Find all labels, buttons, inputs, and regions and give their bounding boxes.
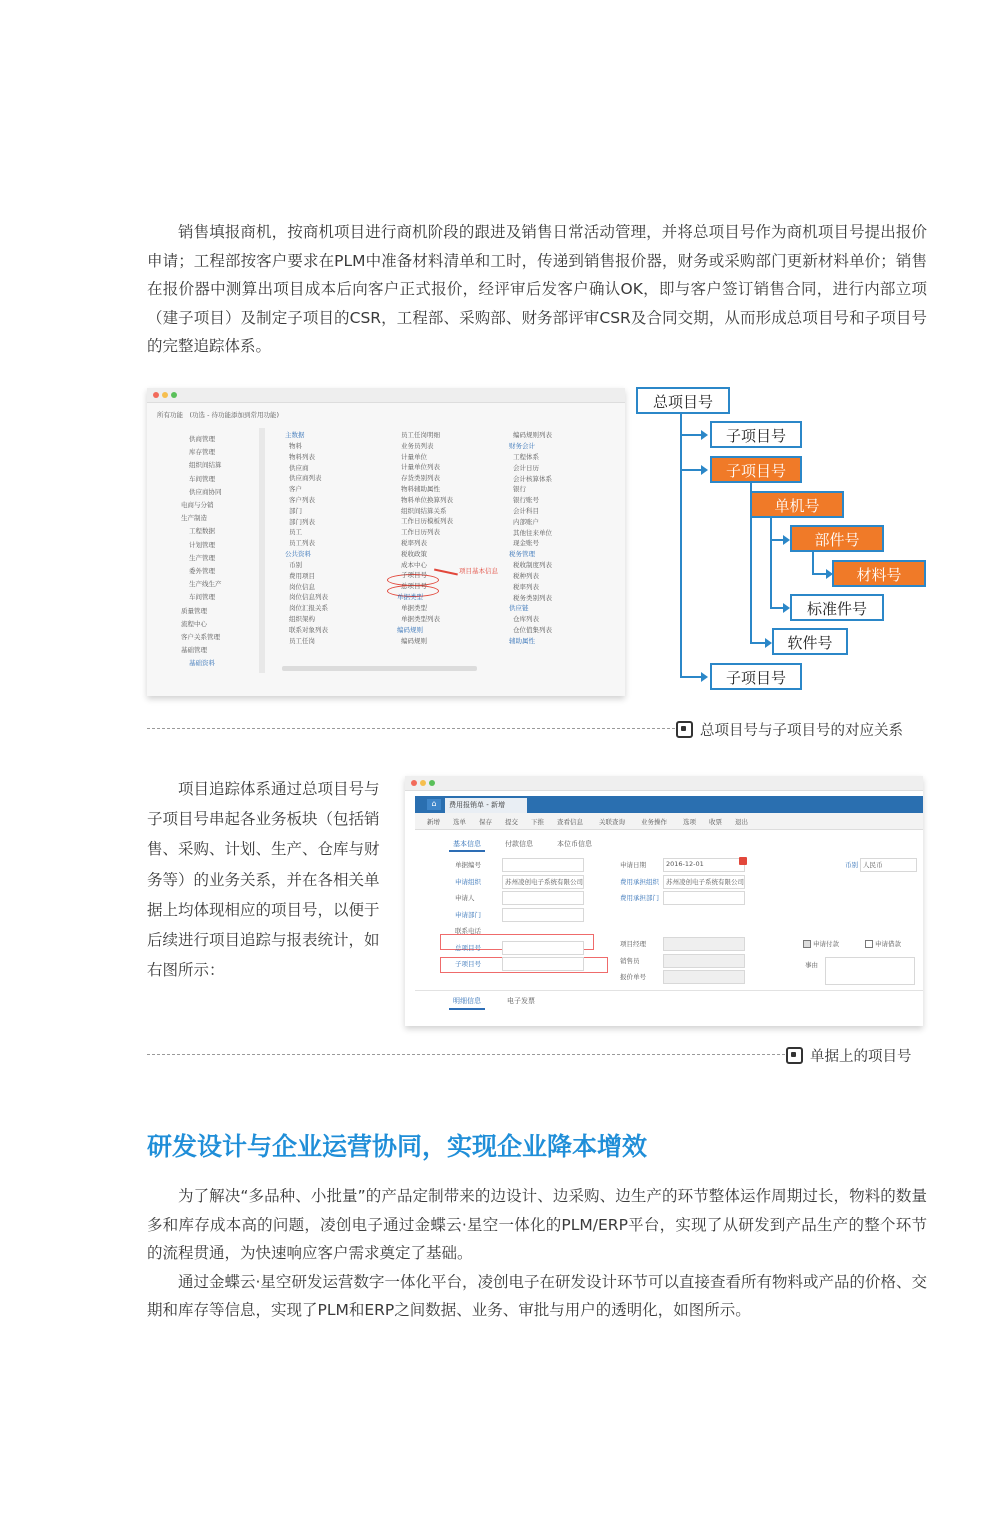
- form-input[interactable]: [502, 858, 584, 872]
- menu-item[interactable]: 仓位值集列表: [513, 626, 552, 635]
- menu-item[interactable]: 编码规则: [401, 636, 427, 645]
- menu-item[interactable]: 内部账户: [513, 517, 539, 526]
- active-tab[interactable]: 费用报销单 - 新增: [445, 798, 527, 813]
- close-dot-icon: [411, 780, 417, 786]
- menu-item[interactable]: 物料辅助属性: [401, 485, 440, 493]
- left-menu-item[interactable]: 电商与分销: [181, 501, 214, 509]
- left-menu-item[interactable]: 库存管理: [189, 448, 215, 457]
- menu-item[interactable]: 税务类别列表: [513, 593, 552, 602]
- menu-item[interactable]: 计量单位: [401, 452, 427, 461]
- menu-item[interactable]: 成本中心: [401, 560, 427, 569]
- field-label: 申请日期: [620, 861, 646, 869]
- menu-item[interactable]: 费用项目: [289, 571, 315, 580]
- field-value: 苏州凌创电子系统有限公司: [505, 878, 583, 886]
- tab-detail[interactable]: 明细信息: [453, 997, 481, 1005]
- menu-item[interactable]: 员工列表: [289, 539, 315, 548]
- tree-line-part: [812, 552, 814, 574]
- tab-bar: [415, 796, 923, 813]
- field-label: 申请部门: [455, 910, 481, 919]
- form-input[interactable]: [502, 891, 584, 905]
- form-subtab[interactable]: 付款信息: [505, 840, 533, 848]
- left-menu-item[interactable]: 基础资料: [189, 659, 215, 668]
- menu-item[interactable]: 岗位信息: [289, 582, 315, 591]
- menu-item[interactable]: 其他往来单位: [513, 528, 552, 537]
- menu-item[interactable]: 工作日历模板列表: [401, 517, 453, 526]
- field-label: 费用承担组织: [620, 877, 659, 886]
- menu-item[interactable]: 现金账号: [513, 539, 539, 548]
- tree-child-1: 子项目号: [710, 421, 802, 448]
- form-input[interactable]: [502, 941, 584, 955]
- caption-divider: [147, 728, 675, 729]
- menu-item[interactable]: 银行账号: [513, 496, 539, 505]
- menu-item[interactable]: 银行: [513, 485, 526, 494]
- field-value: 人民币: [863, 861, 883, 869]
- toolbar: [415, 813, 923, 830]
- arrow-icon: [701, 465, 708, 475]
- tree-branch: [680, 676, 702, 678]
- menu-item[interactable]: 供应商: [289, 463, 309, 472]
- bottom-divider: [415, 990, 923, 991]
- field-label: 销售员: [620, 956, 640, 965]
- left-menu-item[interactable]: 计划管理: [189, 540, 215, 549]
- menu-item[interactable]: 会计核算体系: [513, 474, 552, 483]
- toolbar-button[interactable]: 退出: [735, 818, 748, 826]
- breadcrumb: 所有功能 (功选 - 待功能添加到常用功能): [157, 411, 280, 419]
- menu-item[interactable]: 工程体系: [513, 453, 539, 461]
- menu-item[interactable]: 岗位信息列表: [289, 593, 328, 602]
- close-dot-icon: [153, 392, 159, 398]
- caption-divider: [147, 1054, 785, 1055]
- left-scrollbar[interactable]: [259, 428, 265, 673]
- field-label: 项目经理: [620, 940, 646, 948]
- left-menu-item[interactable]: 质量管理: [181, 606, 207, 615]
- tree-branch: [770, 539, 784, 541]
- tree-child-3: 子项目号: [710, 663, 802, 690]
- caption-icon: [786, 1047, 803, 1064]
- menu-item[interactable]: 物料列表: [289, 452, 315, 461]
- tree-branch: [750, 642, 766, 644]
- field-label: 单据编号: [455, 861, 481, 869]
- home-tab[interactable]: ⌂: [427, 799, 441, 810]
- menu-item[interactable]: 税种列表: [513, 572, 539, 580]
- menu-item[interactable]: 税收制度列表: [513, 561, 552, 570]
- form-subtab[interactable]: 本位币信息: [557, 840, 592, 848]
- menu-item[interactable]: 税率列表: [401, 539, 427, 547]
- menu-item[interactable]: 工作日历列表: [401, 528, 440, 537]
- checkbox-label: 申请借款: [875, 940, 901, 948]
- form-input[interactable]: [663, 891, 745, 905]
- menu-item[interactable]: 岗位汇报关系: [289, 604, 328, 613]
- menu-item[interactable]: 税收政策: [401, 549, 427, 558]
- menu-item[interactable]: 编码规则列表: [513, 431, 552, 439]
- menu-item[interactable]: 子项目号: [401, 571, 427, 580]
- left-menu-item[interactable]: 基础管理: [181, 646, 207, 655]
- menu-item[interactable]: 仓库列表: [513, 615, 539, 624]
- menu-item[interactable]: 员工: [289, 528, 302, 537]
- tab-underline: [449, 1008, 485, 1010]
- field-label: 申请人: [455, 894, 475, 902]
- checkbox-apply-loan[interactable]: [865, 940, 873, 948]
- menu-item[interactable]: 币别: [289, 561, 302, 569]
- left-menu-item[interactable]: 流程中心: [181, 619, 207, 628]
- menu-group-header: 编码规则: [397, 625, 423, 634]
- menu-item[interactable]: 总项目号: [401, 582, 427, 591]
- window-titlebar: [405, 776, 923, 791]
- remark-input[interactable]: [825, 957, 915, 985]
- menu-item[interactable]: 物料单位换算列表: [401, 495, 453, 504]
- annotation-arrow: [434, 569, 458, 575]
- left-menu-item[interactable]: 车间管理: [189, 593, 215, 602]
- tree-line-unit: [770, 518, 772, 608]
- menu-item[interactable]: 部门列表: [289, 517, 315, 526]
- left-menu-item[interactable]: 车间管理: [189, 474, 215, 483]
- tree-branch: [680, 469, 702, 471]
- tree-software: 软件号: [772, 628, 848, 655]
- toolbar-button[interactable]: 下推: [531, 818, 544, 826]
- field-label: 事由: [805, 961, 818, 969]
- menu-group-header: 主数据: [285, 431, 305, 439]
- menu-item[interactable]: 税率列表: [513, 582, 539, 591]
- menu-item[interactable]: 部门: [289, 506, 302, 515]
- menu-item[interactable]: 会计日历: [513, 463, 539, 472]
- function-menu-screenshot: [147, 388, 625, 696]
- arrow-icon: [765, 638, 772, 648]
- menu-item[interactable]: 员工任岗: [289, 636, 315, 645]
- toolbar-button[interactable]: 查看信息: [557, 818, 583, 826]
- left-menu-item[interactable]: 生产制造: [181, 514, 207, 523]
- arrow-icon: [783, 535, 790, 545]
- minimize-dot-icon: [162, 392, 168, 398]
- toolbar-button[interactable]: 新增: [427, 818, 440, 826]
- field-label: 币别: [845, 861, 858, 869]
- field-label: 联系电话: [455, 927, 481, 935]
- toolbar-button[interactable]: 收票: [709, 818, 722, 826]
- menu-item[interactable]: 计量单位列表: [401, 463, 440, 472]
- subtab-underline: [449, 850, 485, 852]
- checkbox-apply-payment[interactable]: [803, 940, 811, 948]
- tree-branch: [770, 607, 784, 609]
- menu-item[interactable]: 单据类型: [401, 604, 427, 612]
- left-menu-item[interactable]: 生产管理: [189, 553, 215, 562]
- toolbar-button[interactable]: 保存: [479, 818, 492, 826]
- menu-item[interactable]: 供应商列表: [289, 474, 322, 483]
- maximize-dot-icon: [171, 392, 177, 398]
- calendar-icon[interactable]: [739, 857, 747, 865]
- expense-form-screenshot: [405, 776, 923, 1026]
- menu-group-header: 税务管理: [509, 550, 535, 559]
- minimize-dot-icon: [420, 780, 426, 786]
- form-input[interactable]: [663, 970, 745, 984]
- field-label: 费用承担部门: [620, 894, 659, 902]
- tree-material: 材料号: [832, 560, 926, 587]
- menu-group-header: 供应链: [509, 604, 529, 613]
- annotation-label: 项目基本信息: [459, 567, 498, 575]
- caption-1: 总项目号与子项目号的对应关系: [700, 723, 903, 739]
- menu-item[interactable]: 组织架构: [289, 615, 315, 623]
- body-paragraphs: 为了解决“多品种、小批量”的产品定制带来的边设计、边采购、边生产的环节整体运作周期过长，物料的数量多和库存成本高的问题，凌创电子通过金蝶云·星空一体化的PLM/ERP平台，实现了从研发到产品生产的整个环节的流程贯通，为快速响应客户需求奠定了基础。 通过金蝶云·星空研发运营数字一体化平台，凌创电子在研发设计环节可以直接查看所有物料或产品的价格、交期和库存等信息，实现了PLM和ERP之间数据、业务、审批与用户的透明化，如图所示。: [147, 1187, 927, 1319]
- tree-branch: [680, 434, 702, 436]
- arrow-icon: [701, 672, 708, 682]
- tree-root: 总项目号: [636, 387, 730, 414]
- menu-item[interactable]: 客户: [289, 485, 302, 494]
- tree-standard: 标准件号: [790, 594, 884, 621]
- window-titlebar: [147, 388, 625, 403]
- field-label: 子项目号: [455, 960, 481, 968]
- toolbar-button[interactable]: 选项: [683, 818, 696, 826]
- tree-child-2: 子项目号: [710, 456, 802, 483]
- left-menu-item[interactable]: 客户关系管理: [181, 633, 220, 641]
- left-menu-item[interactable]: 供应商协同: [189, 487, 222, 496]
- arrow-icon: [783, 603, 790, 613]
- toolbar-button[interactable]: 关联查询: [599, 818, 625, 826]
- horizontal-scrollbar[interactable]: [282, 666, 477, 671]
- section-title: 研发设计与企业运营协同，实现企业降本增效: [147, 1132, 648, 1161]
- form-subtab[interactable]: 基本信息: [453, 840, 481, 848]
- tab-einvoice[interactable]: 电子发票: [507, 997, 535, 1005]
- form-input[interactable]: [663, 937, 745, 951]
- menu-item[interactable]: 物料: [289, 442, 302, 450]
- checkbox-label: 申请付款: [813, 940, 839, 948]
- left-menu-item[interactable]: 供商管理: [189, 435, 215, 443]
- field-value: 2016-12-01: [666, 860, 704, 868]
- form-input[interactable]: [502, 908, 584, 922]
- menu-group-header: 财务会计: [509, 442, 535, 450]
- menu-item[interactable]: 客户列表: [289, 496, 315, 504]
- arrow-icon: [701, 430, 708, 440]
- left-menu-item[interactable]: 委外管理: [189, 567, 215, 575]
- field-label: 报价单号: [620, 973, 646, 981]
- tree-part: 部件号: [790, 525, 884, 552]
- form-input[interactable]: [663, 954, 745, 968]
- toolbar-button[interactable]: 提交: [505, 818, 518, 826]
- caption-icon: [676, 721, 693, 738]
- field-label: 申请组织: [455, 877, 481, 886]
- field-label: 总项目号: [455, 943, 481, 952]
- menu-item[interactable]: 存货类别列表: [401, 474, 440, 483]
- side-paragraph: 项目追踪体系通过总项目号与子项目号串起各业务板块（包括销售、采购、计划、生产、仓库与财务等）的业务关系，并在各相关单据上均体现相应的项目号，以便于后续进行项目追踪与报表统计，如右图所示：: [147, 780, 380, 980]
- left-menu-item[interactable]: 组织间结算: [189, 461, 222, 470]
- menu-group-header: 单据类型: [397, 593, 423, 601]
- menu-item[interactable]: 单据类型列表: [401, 614, 440, 623]
- caption-2: 单据上的项目号: [810, 1049, 912, 1065]
- toolbar-button[interactable]: 业务操作: [641, 818, 667, 826]
- tree-line-root: [680, 414, 682, 676]
- toolbar-button[interactable]: 选单: [453, 818, 466, 826]
- menu-group-header: 公共资料: [285, 550, 311, 558]
- form-input[interactable]: [502, 957, 584, 971]
- intro-paragraph: 销售填报商机，按商机项目进行商机阶段的跟进及销售日常活动管理，并将总项目号作为商机项目号提出报价申请；工程部按客户要求在PLM中准备材料清单和工时，传递到销售报价器，财务或采购部门更新材料单价；销售在报价器中测算出项目成本后向客户正式报价，经评审后发客户确认OK，即与客户签订销售合同，进行内部立项（建子项目）及制定子项目的CSR，工程部、采购部、财务部评审CSR及合同交期，从而形成总项目号和子项目号的完整追踪体系。: [147, 223, 927, 355]
- menu-item[interactable]: 联系对象列表: [289, 625, 328, 634]
- maximize-dot-icon: [429, 780, 435, 786]
- menu-group-header: 辅助属性: [509, 637, 535, 645]
- field-value: 苏州凌创电子系统有限公司: [666, 878, 744, 886]
- menu-item[interactable]: 业务员列表: [401, 441, 434, 450]
- left-menu-item[interactable]: 工程数据: [189, 527, 215, 536]
- menu-item[interactable]: 会计科目: [513, 507, 539, 515]
- tree-unit: 单机号: [750, 491, 844, 518]
- menu-item[interactable]: 组织间结算关系: [401, 506, 447, 515]
- menu-item[interactable]: 员工任岗明细: [401, 431, 440, 439]
- left-menu-item[interactable]: 生产线生产: [189, 580, 222, 589]
